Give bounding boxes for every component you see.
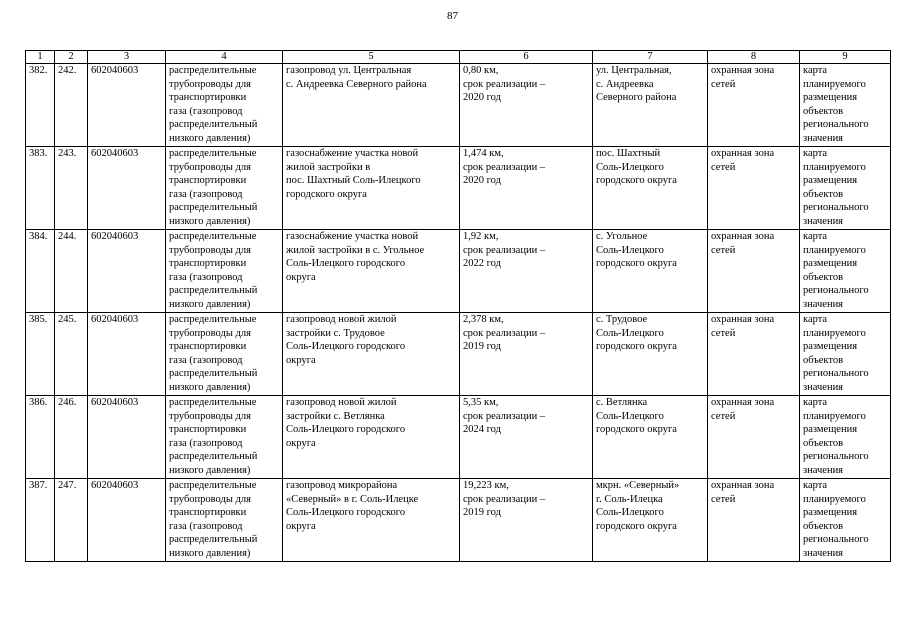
cell-line: распределительный: [169, 202, 258, 214]
characteristics-cell: [460, 230, 593, 313]
cell-line: сетей: [711, 244, 736, 256]
column-header-7: 7: [593, 51, 708, 64]
cell-line: срок реализации –: [463, 493, 546, 505]
code-cell: 602040603: [88, 479, 166, 562]
cell-line: размещения: [803, 92, 858, 104]
object-name-cell: [283, 396, 460, 479]
cell-line: объектов: [803, 520, 844, 532]
cell-line: газопровод новой жилой: [286, 314, 397, 325]
object-type-cell: [166, 396, 283, 479]
cell-line: распределительные: [169, 65, 257, 76]
cell-line: газоснабжение участка новой: [286, 231, 419, 242]
row-number-cell: 387.: [26, 479, 55, 562]
cell-line: газа (газопровод: [169, 437, 243, 449]
cell-line: газа (газопровод: [169, 105, 243, 117]
map-reference-cell: [800, 147, 891, 230]
cell-line: Соль-Илецкого: [596, 507, 664, 519]
cell-line: мкрн. «Северный»: [596, 480, 680, 491]
location-cell: [593, 313, 708, 396]
table-row: [26, 147, 891, 230]
cell-line: регионального: [803, 285, 869, 297]
cell-line: с. Андреевка Северного района: [286, 78, 427, 90]
cell-line: Соль-Илецкого: [596, 327, 664, 339]
cell-line: Соль-Илецкого городского: [286, 341, 406, 353]
cell-line: трубопроводы для: [169, 327, 251, 339]
cell-line: Соль-Илецкого: [596, 244, 664, 256]
cell-line: распределительный: [169, 534, 258, 546]
object-type-cell: [166, 230, 283, 313]
cell-line: объектов: [803, 437, 844, 449]
cell-line: 2020 год: [463, 92, 501, 104]
row-number-cell: 384.: [26, 230, 55, 313]
cell-line: значения: [803, 215, 844, 227]
map-reference-cell: [800, 313, 891, 396]
object-type-cell: [166, 64, 283, 147]
code-cell: 602040603: [88, 64, 166, 147]
cell-line: охранная зона: [711, 314, 775, 325]
cell-line: транспортировки: [169, 424, 247, 436]
column-header-3: 3: [88, 51, 166, 64]
cell-line: карта: [803, 65, 828, 76]
zone-cell: [708, 479, 800, 562]
cell-line: городского округа: [286, 188, 367, 200]
map-reference-cell: [800, 479, 891, 562]
characteristics-cell: [460, 147, 593, 230]
cell-line: срок реализации –: [463, 78, 546, 90]
cell-line: регионального: [803, 202, 869, 214]
column-header-5: 5: [283, 51, 460, 64]
object-name-cell: [283, 64, 460, 147]
cell-line: 2024 год: [463, 424, 501, 436]
cell-line: планируемого: [803, 327, 866, 339]
cell-line: транспортировки: [169, 175, 247, 187]
cell-line: сетей: [711, 161, 736, 173]
cell-line: размещения: [803, 175, 858, 187]
object-name-cell: [283, 230, 460, 313]
cell-line: трубопроводы для: [169, 410, 251, 422]
cell-line: распределительные: [169, 480, 257, 491]
cell-line: срок реализации –: [463, 410, 546, 422]
cell-line: карта: [803, 397, 828, 408]
cell-line: газоснабжение участка новой: [286, 148, 419, 159]
cell-line: сетей: [711, 78, 736, 90]
characteristics-cell: [460, 479, 593, 562]
cell-line: распределительные: [169, 397, 257, 408]
cell-line: 5,35 км,: [463, 397, 499, 408]
cell-line: округа: [286, 271, 316, 283]
characteristics-cell: [460, 313, 593, 396]
cell-line: низкого давления): [169, 298, 251, 310]
cell-line: газопровод микрорайона: [286, 480, 398, 491]
cell-line: объектов: [803, 188, 844, 200]
cell-line: 19,223 км,: [463, 480, 509, 491]
cell-line: планируемого: [803, 78, 866, 90]
table-row: [26, 313, 891, 396]
cell-line: объектов: [803, 105, 844, 117]
cell-line: Соль-Илецкого: [596, 410, 664, 422]
location-cell: [593, 147, 708, 230]
row-number-cell: 382.: [26, 64, 55, 147]
cell-line: г. Соль-Илецка: [596, 493, 663, 505]
cell-line: планируемого: [803, 410, 866, 422]
code-cell: 602040603: [88, 396, 166, 479]
cell-line: газа (газопровод: [169, 354, 243, 366]
cell-line: с. Угольное: [596, 231, 648, 242]
cell-line: низкого давления): [169, 132, 251, 144]
object-type-cell: [166, 147, 283, 230]
table-row: [26, 64, 891, 147]
cell-line: газа (газопровод: [169, 188, 243, 200]
cell-line: Соль-Илецкого городского: [286, 507, 406, 519]
cell-line: значения: [803, 464, 844, 476]
location-cell: [593, 479, 708, 562]
cell-line: 2019 год: [463, 507, 501, 519]
zone-cell: [708, 230, 800, 313]
cell-line: 1,474 км,: [463, 148, 504, 159]
zone-cell: [708, 313, 800, 396]
cell-line: транспортировки: [169, 258, 247, 270]
cell-line: карта: [803, 148, 828, 159]
cell-line: срок реализации –: [463, 161, 546, 173]
cell-line: распределительные: [169, 314, 257, 325]
cell-line: значения: [803, 547, 844, 559]
registry-table: [25, 50, 891, 562]
zone-cell: [708, 396, 800, 479]
cell-line: с. Андреевка: [596, 78, 654, 90]
table-row: [26, 230, 891, 313]
item-number-cell: 246.: [55, 396, 88, 479]
cell-line: размещения: [803, 258, 858, 270]
item-number-cell: 247.: [55, 479, 88, 562]
cell-line: сетей: [711, 410, 736, 422]
cell-line: регионального: [803, 534, 869, 546]
cell-line: округа: [286, 354, 316, 366]
cell-line: застройки с. Трудовое: [286, 327, 385, 339]
cell-line: охранная зона: [711, 480, 775, 491]
item-number-cell: 243.: [55, 147, 88, 230]
cell-line: объектов: [803, 354, 844, 366]
cell-line: карта: [803, 231, 828, 242]
cell-line: застройки с. Ветлянка: [286, 410, 385, 422]
cell-line: низкого давления): [169, 381, 251, 393]
cell-line: пос. Шахтный: [596, 148, 661, 159]
cell-line: городского округа: [596, 258, 677, 270]
cell-line: жилой застройки в: [286, 161, 371, 173]
cell-line: Северного района: [596, 92, 677, 104]
characteristics-cell: [460, 64, 593, 147]
cell-line: газопровод новой жилой: [286, 397, 397, 408]
map-reference-cell: [800, 64, 891, 147]
cell-line: значения: [803, 132, 844, 144]
cell-line: низкого давления): [169, 464, 251, 476]
zone-cell: [708, 64, 800, 147]
row-number-cell: 386.: [26, 396, 55, 479]
location-cell: [593, 230, 708, 313]
cell-line: размещения: [803, 507, 858, 519]
cell-line: ул. Центральная,: [596, 65, 672, 76]
row-number-cell: 383.: [26, 147, 55, 230]
cell-line: городского округа: [596, 424, 677, 436]
cell-line: 2020 год: [463, 175, 501, 187]
cell-line: с. Трудовое: [596, 314, 648, 325]
cell-line: регионального: [803, 119, 869, 131]
cell-line: значения: [803, 298, 844, 310]
cell-line: охранная зона: [711, 231, 775, 242]
cell-line: городского округа: [596, 520, 677, 532]
cell-line: регионального: [803, 451, 869, 463]
zone-cell: [708, 147, 800, 230]
cell-line: распределительный: [169, 285, 258, 297]
column-header-8: 8: [708, 51, 800, 64]
table-row: [26, 396, 891, 479]
cell-line: 2019 год: [463, 341, 501, 353]
cell-line: срок реализации –: [463, 244, 546, 256]
object-name-cell: [283, 479, 460, 562]
cell-line: трубопроводы для: [169, 244, 251, 256]
cell-line: газа (газопровод: [169, 520, 243, 532]
cell-line: с. Ветлянка: [596, 397, 648, 408]
map-reference-cell: [800, 230, 891, 313]
cell-line: трубопроводы для: [169, 161, 251, 173]
cell-line: распределительные: [169, 148, 257, 159]
cell-line: охранная зона: [711, 65, 775, 76]
item-number-cell: 244.: [55, 230, 88, 313]
object-name-cell: [283, 147, 460, 230]
cell-line: охранная зона: [711, 148, 775, 159]
location-cell: [593, 396, 708, 479]
characteristics-cell: [460, 396, 593, 479]
cell-line: городского округа: [596, 341, 677, 353]
cell-line: Соль-Илецкого городского: [286, 258, 406, 270]
column-header-2: 2: [55, 51, 88, 64]
cell-line: размещения: [803, 424, 858, 436]
location-cell: [593, 64, 708, 147]
cell-line: транспортировки: [169, 341, 247, 353]
cell-line: жилой застройки в с. Угольное: [286, 244, 425, 256]
table-row: [26, 479, 891, 562]
table-header-row: [26, 51, 891, 64]
cell-line: Соль-Илецкого: [596, 161, 664, 173]
cell-line: 0,80 км,: [463, 65, 499, 76]
object-type-cell: [166, 313, 283, 396]
item-number-cell: 242.: [55, 64, 88, 147]
code-cell: 602040603: [88, 147, 166, 230]
cell-line: 2,378 км,: [463, 314, 504, 325]
cell-line: трубопроводы для: [169, 78, 251, 90]
cell-line: трубопроводы для: [169, 493, 251, 505]
object-type-cell: [166, 479, 283, 562]
cell-line: «Северный» в г. Соль-Илецке: [286, 493, 419, 505]
cell-line: карта: [803, 314, 828, 325]
cell-line: городского округа: [596, 175, 677, 187]
map-reference-cell: [800, 396, 891, 479]
cell-line: распределительные: [169, 231, 257, 242]
cell-line: объектов: [803, 271, 844, 283]
column-header-6: 6: [460, 51, 593, 64]
page-number: 87: [447, 10, 458, 22]
cell-line: Соль-Илецкого городского: [286, 424, 406, 436]
column-header-4: 4: [166, 51, 283, 64]
cell-line: 2022 год: [463, 258, 501, 270]
cell-line: транспортировки: [169, 92, 247, 104]
cell-line: значения: [803, 381, 844, 393]
column-header-1: 1: [26, 51, 55, 64]
column-header-9: 9: [800, 51, 891, 64]
cell-line: охранная зона: [711, 397, 775, 408]
cell-line: сетей: [711, 327, 736, 339]
cell-line: распределительный: [169, 368, 258, 380]
cell-line: округа: [286, 520, 316, 532]
cell-line: карта: [803, 480, 828, 491]
cell-line: округа: [286, 437, 316, 449]
cell-line: газа (газопровод: [169, 271, 243, 283]
code-cell: 602040603: [88, 313, 166, 396]
cell-line: регионального: [803, 368, 869, 380]
cell-line: распределительный: [169, 451, 258, 463]
cell-line: пос. Шахтный Соль-Илецкого: [286, 175, 421, 187]
object-name-cell: [283, 313, 460, 396]
table-body: [26, 64, 891, 562]
row-number-cell: 385.: [26, 313, 55, 396]
cell-line: планируемого: [803, 244, 866, 256]
cell-line: низкого давления): [169, 547, 251, 559]
item-number-cell: 245.: [55, 313, 88, 396]
code-cell: 602040603: [88, 230, 166, 313]
cell-line: размещения: [803, 341, 858, 353]
cell-line: 1,92 км,: [463, 231, 499, 242]
cell-line: сетей: [711, 493, 736, 505]
cell-line: распределительный: [169, 119, 258, 131]
cell-line: низкого давления): [169, 215, 251, 227]
cell-line: срок реализации –: [463, 327, 546, 339]
cell-line: транспортировки: [169, 507, 247, 519]
cell-line: планируемого: [803, 493, 866, 505]
cell-line: планируемого: [803, 161, 866, 173]
cell-line: газопровод ул. Центральная: [286, 65, 412, 76]
